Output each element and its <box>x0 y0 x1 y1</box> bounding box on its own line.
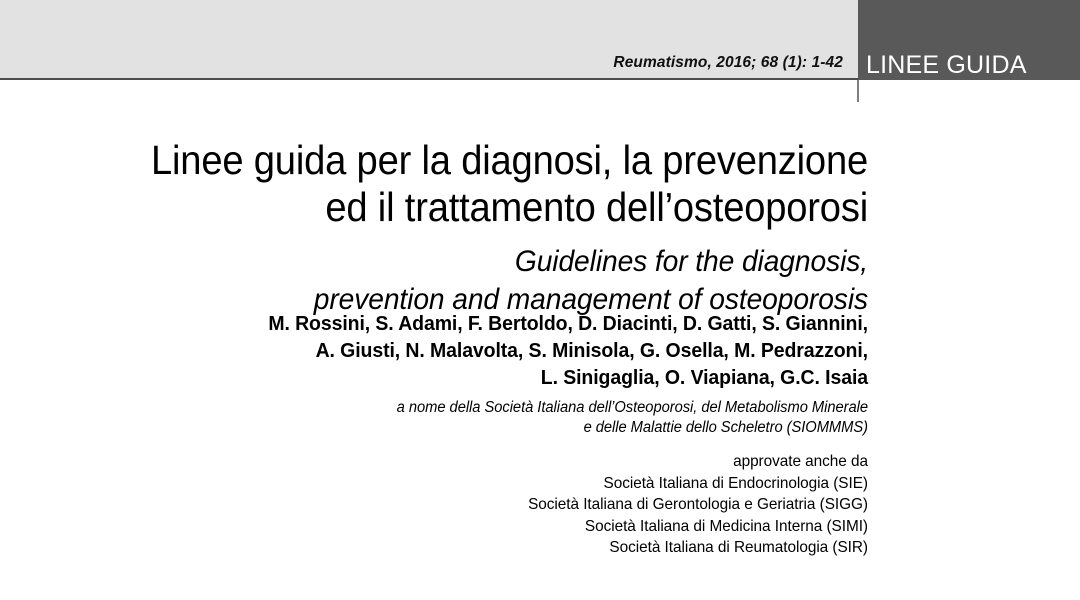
endorsement-heading: approvate anche da <box>733 453 868 470</box>
endorsement-block <box>119 451 868 559</box>
affiliation-statement <box>127 398 868 438</box>
endorsement-society: Società Italiana di Gerontologia e Geriatria (SIGG) <box>528 496 868 513</box>
page-title-line-1: Linee guida per la diagnosi, la prevenzione <box>150 137 869 184</box>
page-subtitle <box>135 243 868 319</box>
header-horizontal-rule <box>0 78 858 80</box>
header-vertical-tick <box>857 80 859 102</box>
journal-citation: Reumatismo, 2016; 68 (1): 1-42 <box>613 54 843 71</box>
endorsement-society: Società Italiana di Reumatologia (SIR) <box>609 539 868 556</box>
affiliation-statement-line-1: a nome della Società Italiana dell’Osteoporosi, del Metabolismo Minerale <box>396 399 868 416</box>
page-subtitle-line-1: Guidelines for the diagnosis, <box>514 244 868 278</box>
page-title-line-2: ed il trattamento dell’osteoporosi <box>325 184 868 231</box>
page-subtitle-line-2: prevention and management of osteoporosis <box>313 282 868 316</box>
page-title <box>143 137 868 231</box>
affiliation-statement-line-2: e delle Malattie dello Scheletro (SIOMMMS) <box>583 419 868 436</box>
author-list-line-3: L. Sinigaglia, O. Viapiana, G.C. Isaia <box>540 366 868 389</box>
author-list-line-2: A. Giusti, N. Malavolta, S. Minisola, G. Osella, M. Pedrazzoni, <box>315 339 868 362</box>
page-header <box>0 0 1080 80</box>
section-label-linee-guida: LINEE GUIDA <box>866 51 1027 79</box>
author-list <box>127 310 868 391</box>
author-list-line-1: M. Rossini, S. Adami, F. Bertoldo, D. Diacinti, D. Gatti, S. Giannini, <box>268 312 868 335</box>
endorsement-society: Società Italiana di Medicina Interna (SIMI) <box>584 517 868 535</box>
endorsement-society: Società Italiana di Endocrinologia (SIE) <box>603 474 868 492</box>
